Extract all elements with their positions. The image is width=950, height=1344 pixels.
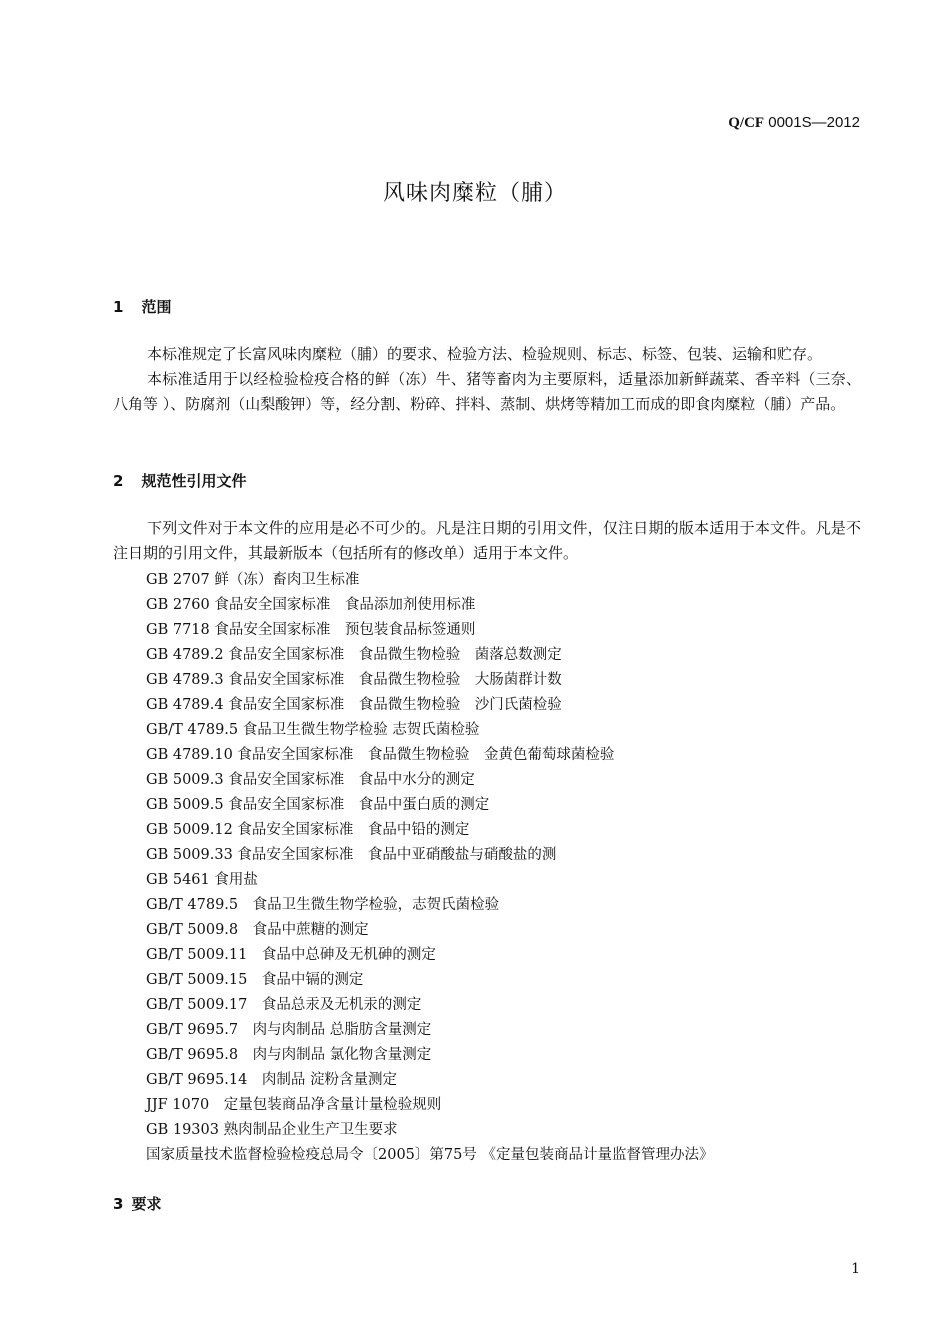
reference-item: GB 7718 食品安全国家标准 预包装食品标签通则 <box>146 622 476 638</box>
reference-item: GB 4789.10 食品安全国家标准 食品微生物检验 金黄色葡萄球菌检验 <box>146 747 615 763</box>
reference-item: GB/T 5009.8 食品中蔗糖的测定 <box>146 922 369 938</box>
section-2-heading <box>113 470 246 491</box>
section-2-title: 规范性引用文件 <box>141 472 247 490</box>
reference-item: GB 2707 鲜（冻）畜肉卫生标准 <box>146 572 360 588</box>
reference-item: GB/T 9695.7 肉与肉制品 总脂肪含量测定 <box>146 1022 432 1038</box>
scope-paragraph-1: 本标准规定了长富风味肉糜粒（脯）的要求、检验方法、检验规则、标志、标签、包装、运输和贮存。 <box>147 345 823 363</box>
reference-item: GB 5009.33 食品安全国家标准 食品中亚硝酸盐与硝酸盐的测 <box>146 847 557 863</box>
reference-item: GB 4789.2 食品安全国家标准 食品微生物检验 菌落总数测定 <box>146 647 562 663</box>
reference-item: GB 5009.3 食品安全国家标准 食品中水分的测定 <box>146 772 475 788</box>
section-1-title: 范围 <box>141 298 172 316</box>
section-1-heading <box>113 296 171 317</box>
reference-item: GB 5009.12 食品安全国家标准 食品中铅的测定 <box>146 822 470 838</box>
section-3-title: 要求 <box>131 1195 162 1213</box>
reference-item: 国家质量技术监督检验检疫总局令〔2005〕第75号 《定量包装商品计量监督管理办法》 <box>146 1147 714 1163</box>
reference-item: GB 5009.5 食品安全国家标准 食品中蛋白质的测定 <box>146 797 490 813</box>
reference-item: GB/T 4789.5 食品卫生微生物学检验，志贺氏菌检验 <box>146 897 500 913</box>
section-2-number: 2 <box>113 472 124 490</box>
section-1-number: 1 <box>113 298 124 316</box>
document-title: 风味肉糜粒（脯） <box>382 181 567 206</box>
reference-item: JJF 1070 定量包装商品净含量计量检验规则 <box>146 1097 442 1113</box>
standard-code-number: 0001S—2012 <box>764 114 860 131</box>
section-3-number: 3 <box>113 1195 124 1213</box>
reference-item: GB/T 9695.8 肉与肉制品 氯化物含量测定 <box>146 1047 432 1063</box>
section-3-heading <box>113 1193 161 1214</box>
reference-item: GB/T 5009.11 食品中总砷及无机砷的测定 <box>146 947 436 963</box>
page-number: 1 <box>851 1261 860 1277</box>
reference-item: GB 2760 食品安全国家标准 食品添加剂使用标准 <box>146 597 476 613</box>
standard-code-prefix: Q/CF <box>728 115 765 131</box>
reference-item: GB 19303 熟肉制品企业生产卫生要求 <box>146 1122 398 1138</box>
reference-item: GB 4789.3 食品安全国家标准 食品微生物检验 大肠菌群计数 <box>146 672 562 688</box>
reference-item: GB 4789.4 食品安全国家标准 食品微生物检验 沙门氏菌检验 <box>146 697 562 713</box>
reference-item: GB/T 5009.17 食品总汞及无机汞的测定 <box>146 997 422 1013</box>
reference-item: GB 5461 食用盐 <box>146 872 258 888</box>
scope-paragraph-2: 本标准适用于以经检验检疫合格的鲜（冻）牛、猪等畜肉为主要原料，适量添加新鲜蔬菜、香辛料（三奈、八角等 ）、防腐剂（山梨酸钾）等，经分割、粉碎、拌料、蒸制、烘烤等精加工而成的即食肉糜粒（脯）产品。 <box>113 370 861 413</box>
reference-item: GB/T 5009.15 食品中镉的测定 <box>146 972 364 988</box>
standard-code <box>728 114 860 132</box>
reference-item: GB/T 4789.5 食品卫生微生物学检验 志贺氏菌检验 <box>146 722 480 738</box>
reference-item: GB/T 9695.14 肉制品 淀粉含量测定 <box>146 1072 397 1088</box>
references-intro: 下列文件对于本文件的应用是必不可少的。凡是注日期的引用文件，仅注日期的版本适用于本文件。凡是不注日期的引用文件，其最新版本（包括所有的修改单）适用于本文件。 <box>113 519 861 562</box>
